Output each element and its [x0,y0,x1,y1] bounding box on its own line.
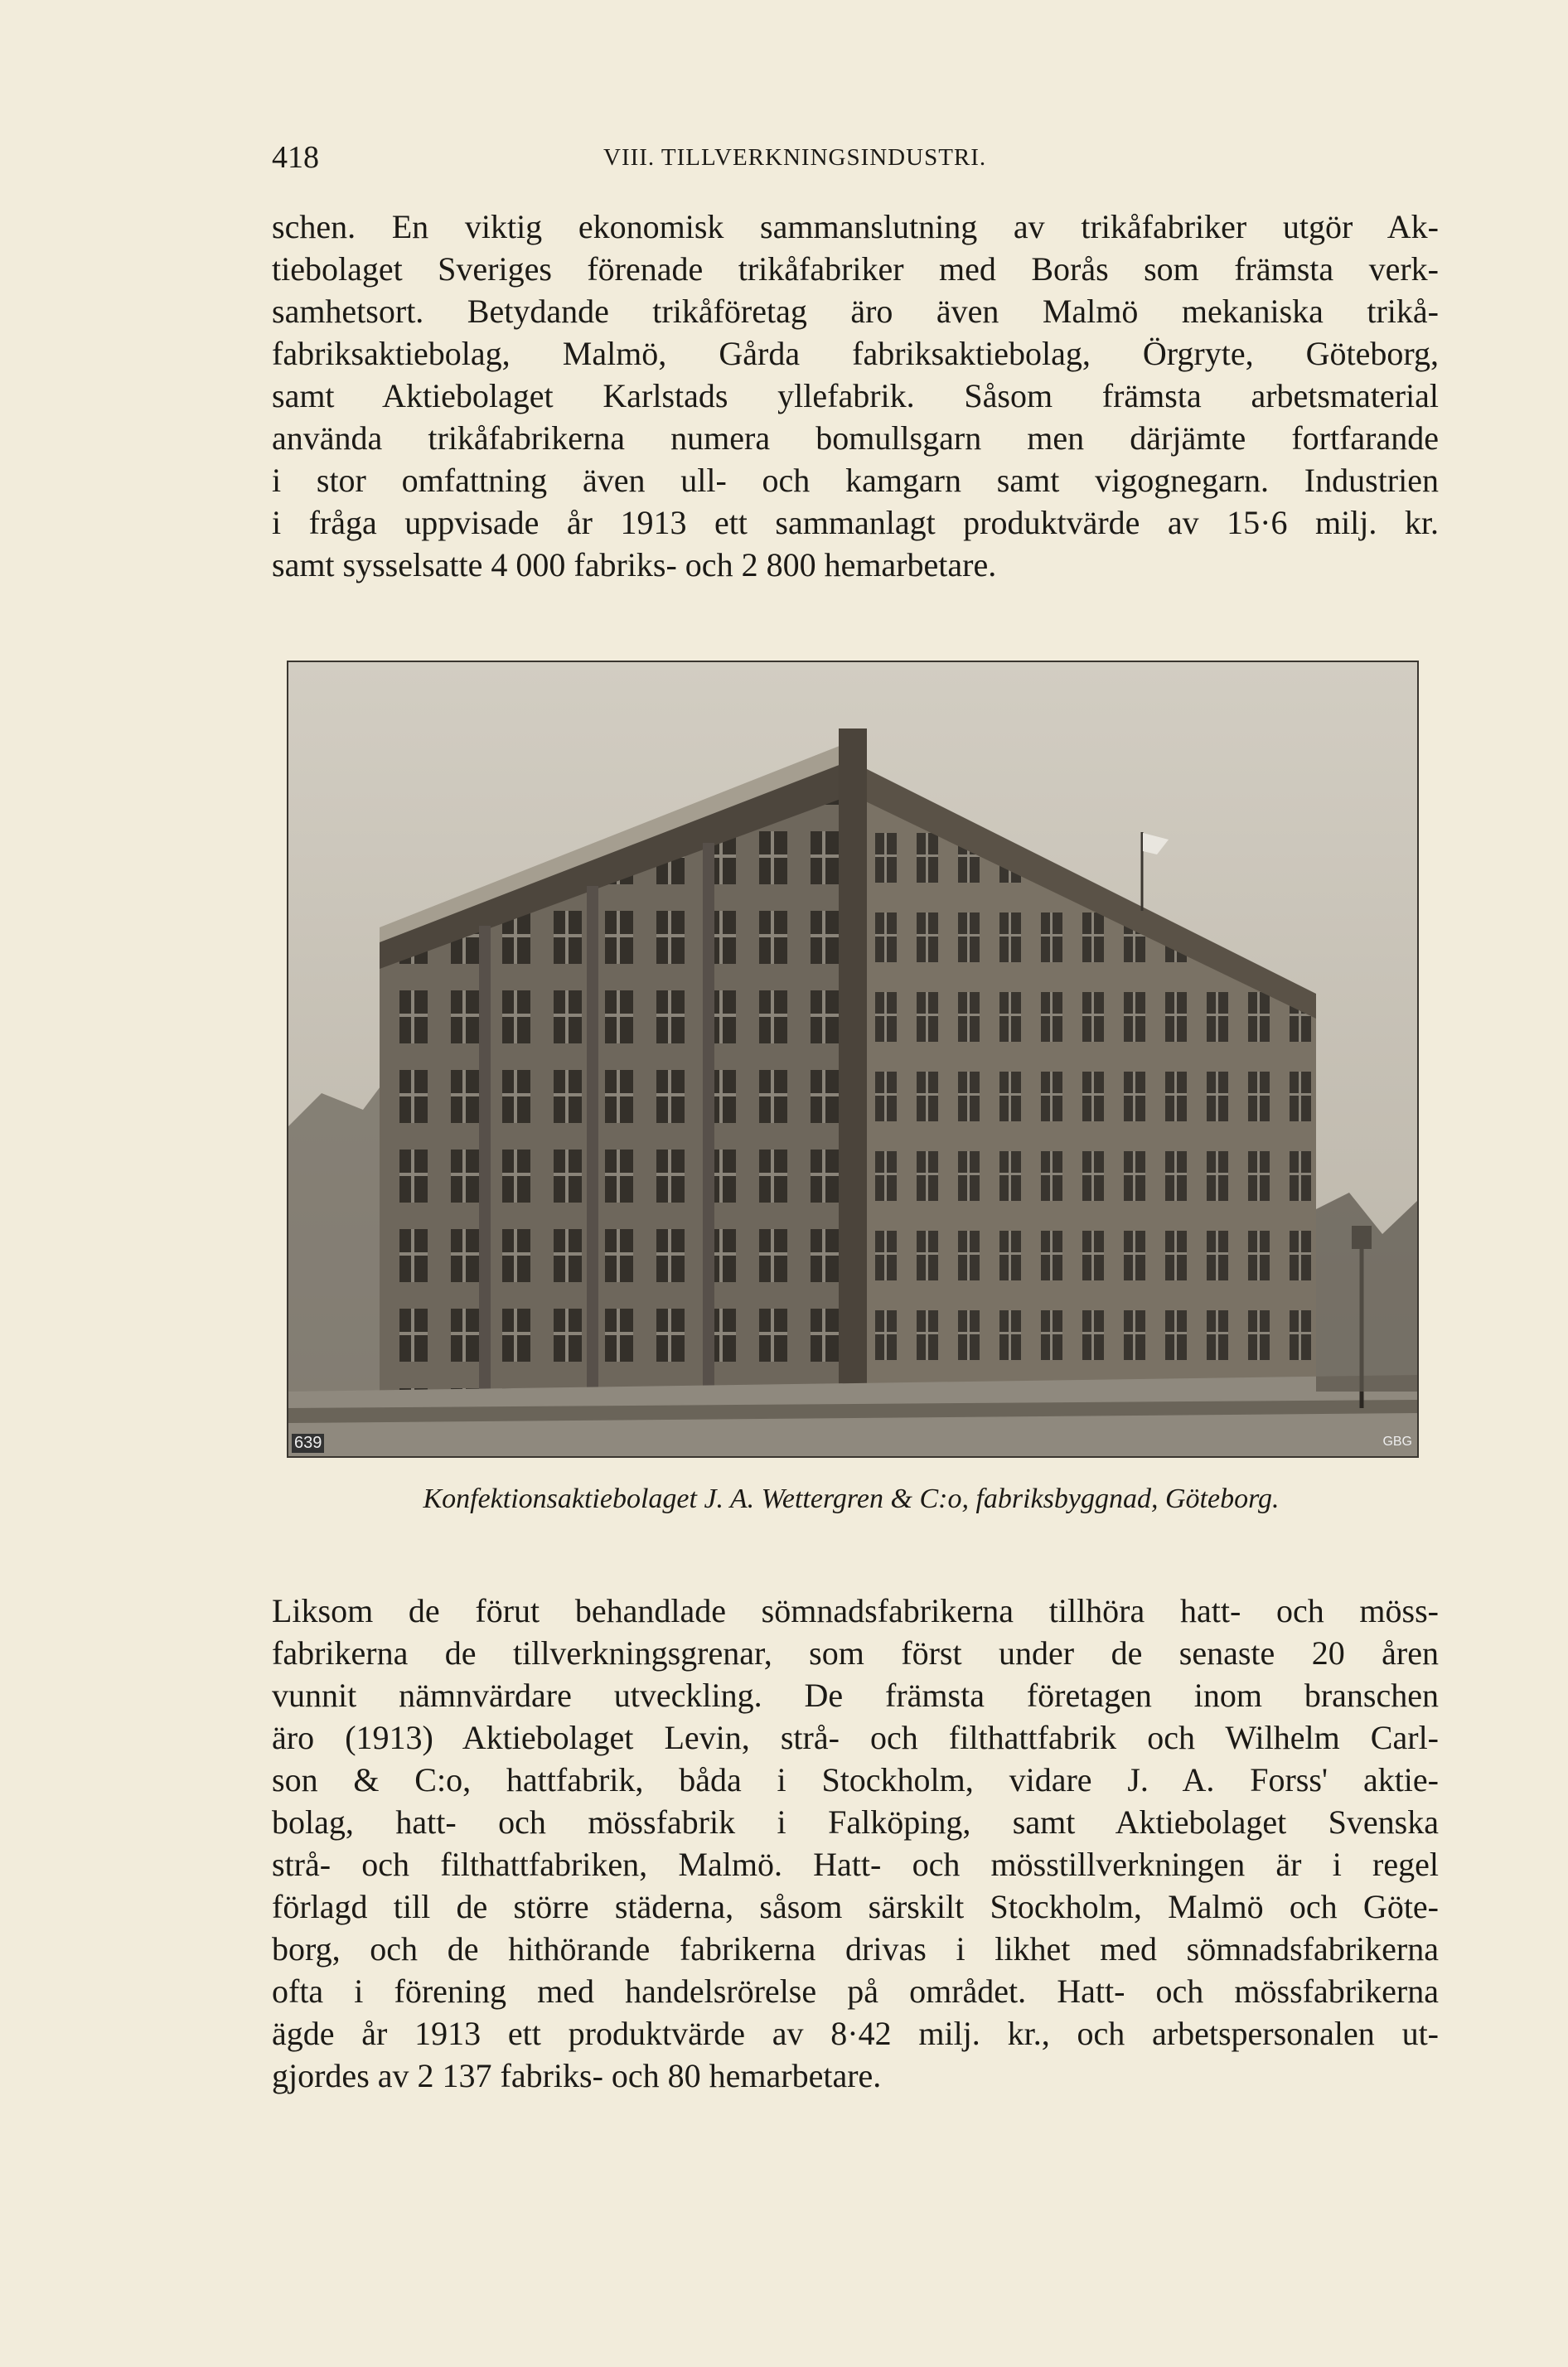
photo-mark: GBG [1382,1435,1412,1449]
paragraph-trikafabriker [272,206,1439,586]
plate-number: 639 [292,1434,324,1453]
text-line: son & C:o, hattfabrik, båda i Stockholm, vidare J. A. Forss' aktie- [272,1761,1439,1798]
page-header [272,139,1449,189]
text-line: fabriksaktiebolag, Malmö, Gårda fabriksaktiebolag, Örgryte, Göteborg, [272,335,1439,372]
page-number: 418 [272,140,319,175]
text-line: äro (1913) Aktiebolaget Levin, strå- och filthattfabrik och Wilhelm Carl- [272,1719,1439,1756]
text-line: ofta i förening med handelsrörelse på området. Hatt- och mössfabrikerna [272,1973,1439,2010]
text-line: samhetsort. Betydande trikåföretag äro även Malmö mekaniska trikå- [272,293,1439,330]
running-head: VIII. TILLVERKNINGSINDUSTRI. [603,144,987,171]
text-line: bolag, hatt- och mössfabrik i Falköping, samt Aktiebolaget Svenska [272,1803,1439,1841]
text-line: gjordes av 2 137 fabriks- och 80 hemarbetare. [272,2057,882,2094]
factory-building-photo [287,661,1419,1458]
text-line: samt Aktiebolaget Karlstads yllefabrik. Såsom främsta arbetsmaterial [272,377,1439,414]
text-line: samt sysselsatte 4 000 fabriks- och 2 800 hemarbetare. [272,546,997,583]
paragraph-hattfabriker [272,1590,1439,2097]
text-line: förlagd till de större städerna, såsom särskilt Stockholm, Malmö och Göte- [272,1888,1439,1925]
text-line: Liksom de förut behandlade sömnadsfabrikerna tillhöra hatt- och möss- [272,1592,1439,1629]
text-line: i fråga uppvisade år 1913 ett sammanlagt produktvärde av 15·6 milj. kr. [272,504,1439,541]
text-line: använda trikåfabrikerna numera bomullsgarn men därjämte fortfarande [272,419,1439,457]
text-line: i stor omfattning även ull- och kamgarn samt vigognegarn. Industrien [272,462,1439,499]
text-line: ägde år 1913 ett produktvärde av 8·42 milj. kr., och arbetspersonalen ut- [272,2015,1439,2052]
text-line: borg, och de hithörande fabrikerna drivas i likhet med sömnadsfabrikerna [272,1930,1439,1968]
factory-building-illustration [288,662,1417,1456]
text-line: fabrikerna de tillverkningsgrenar, som först under de senaste 20 åren [272,1634,1439,1672]
text-line: vunnit nämnvärdare utveckling. De främsta företagen inom branschen [272,1677,1439,1714]
text-line: tiebolaget Sveriges förenade trikåfabriker med Borås som främsta verk- [272,250,1439,288]
text-line: strå- och filthattfabriken, Malmö. Hatt- och mösstillverkningen är i regel [272,1846,1439,1883]
text-line: schen. En viktig ekonomisk sammanslutning av trikåfabriker utgör Ak- [272,208,1439,245]
figure-caption: Konfektionsaktiebolaget J. A. Wettergren & C:o, fabriksbyggnad, Göteborg. [423,1484,1280,1514]
